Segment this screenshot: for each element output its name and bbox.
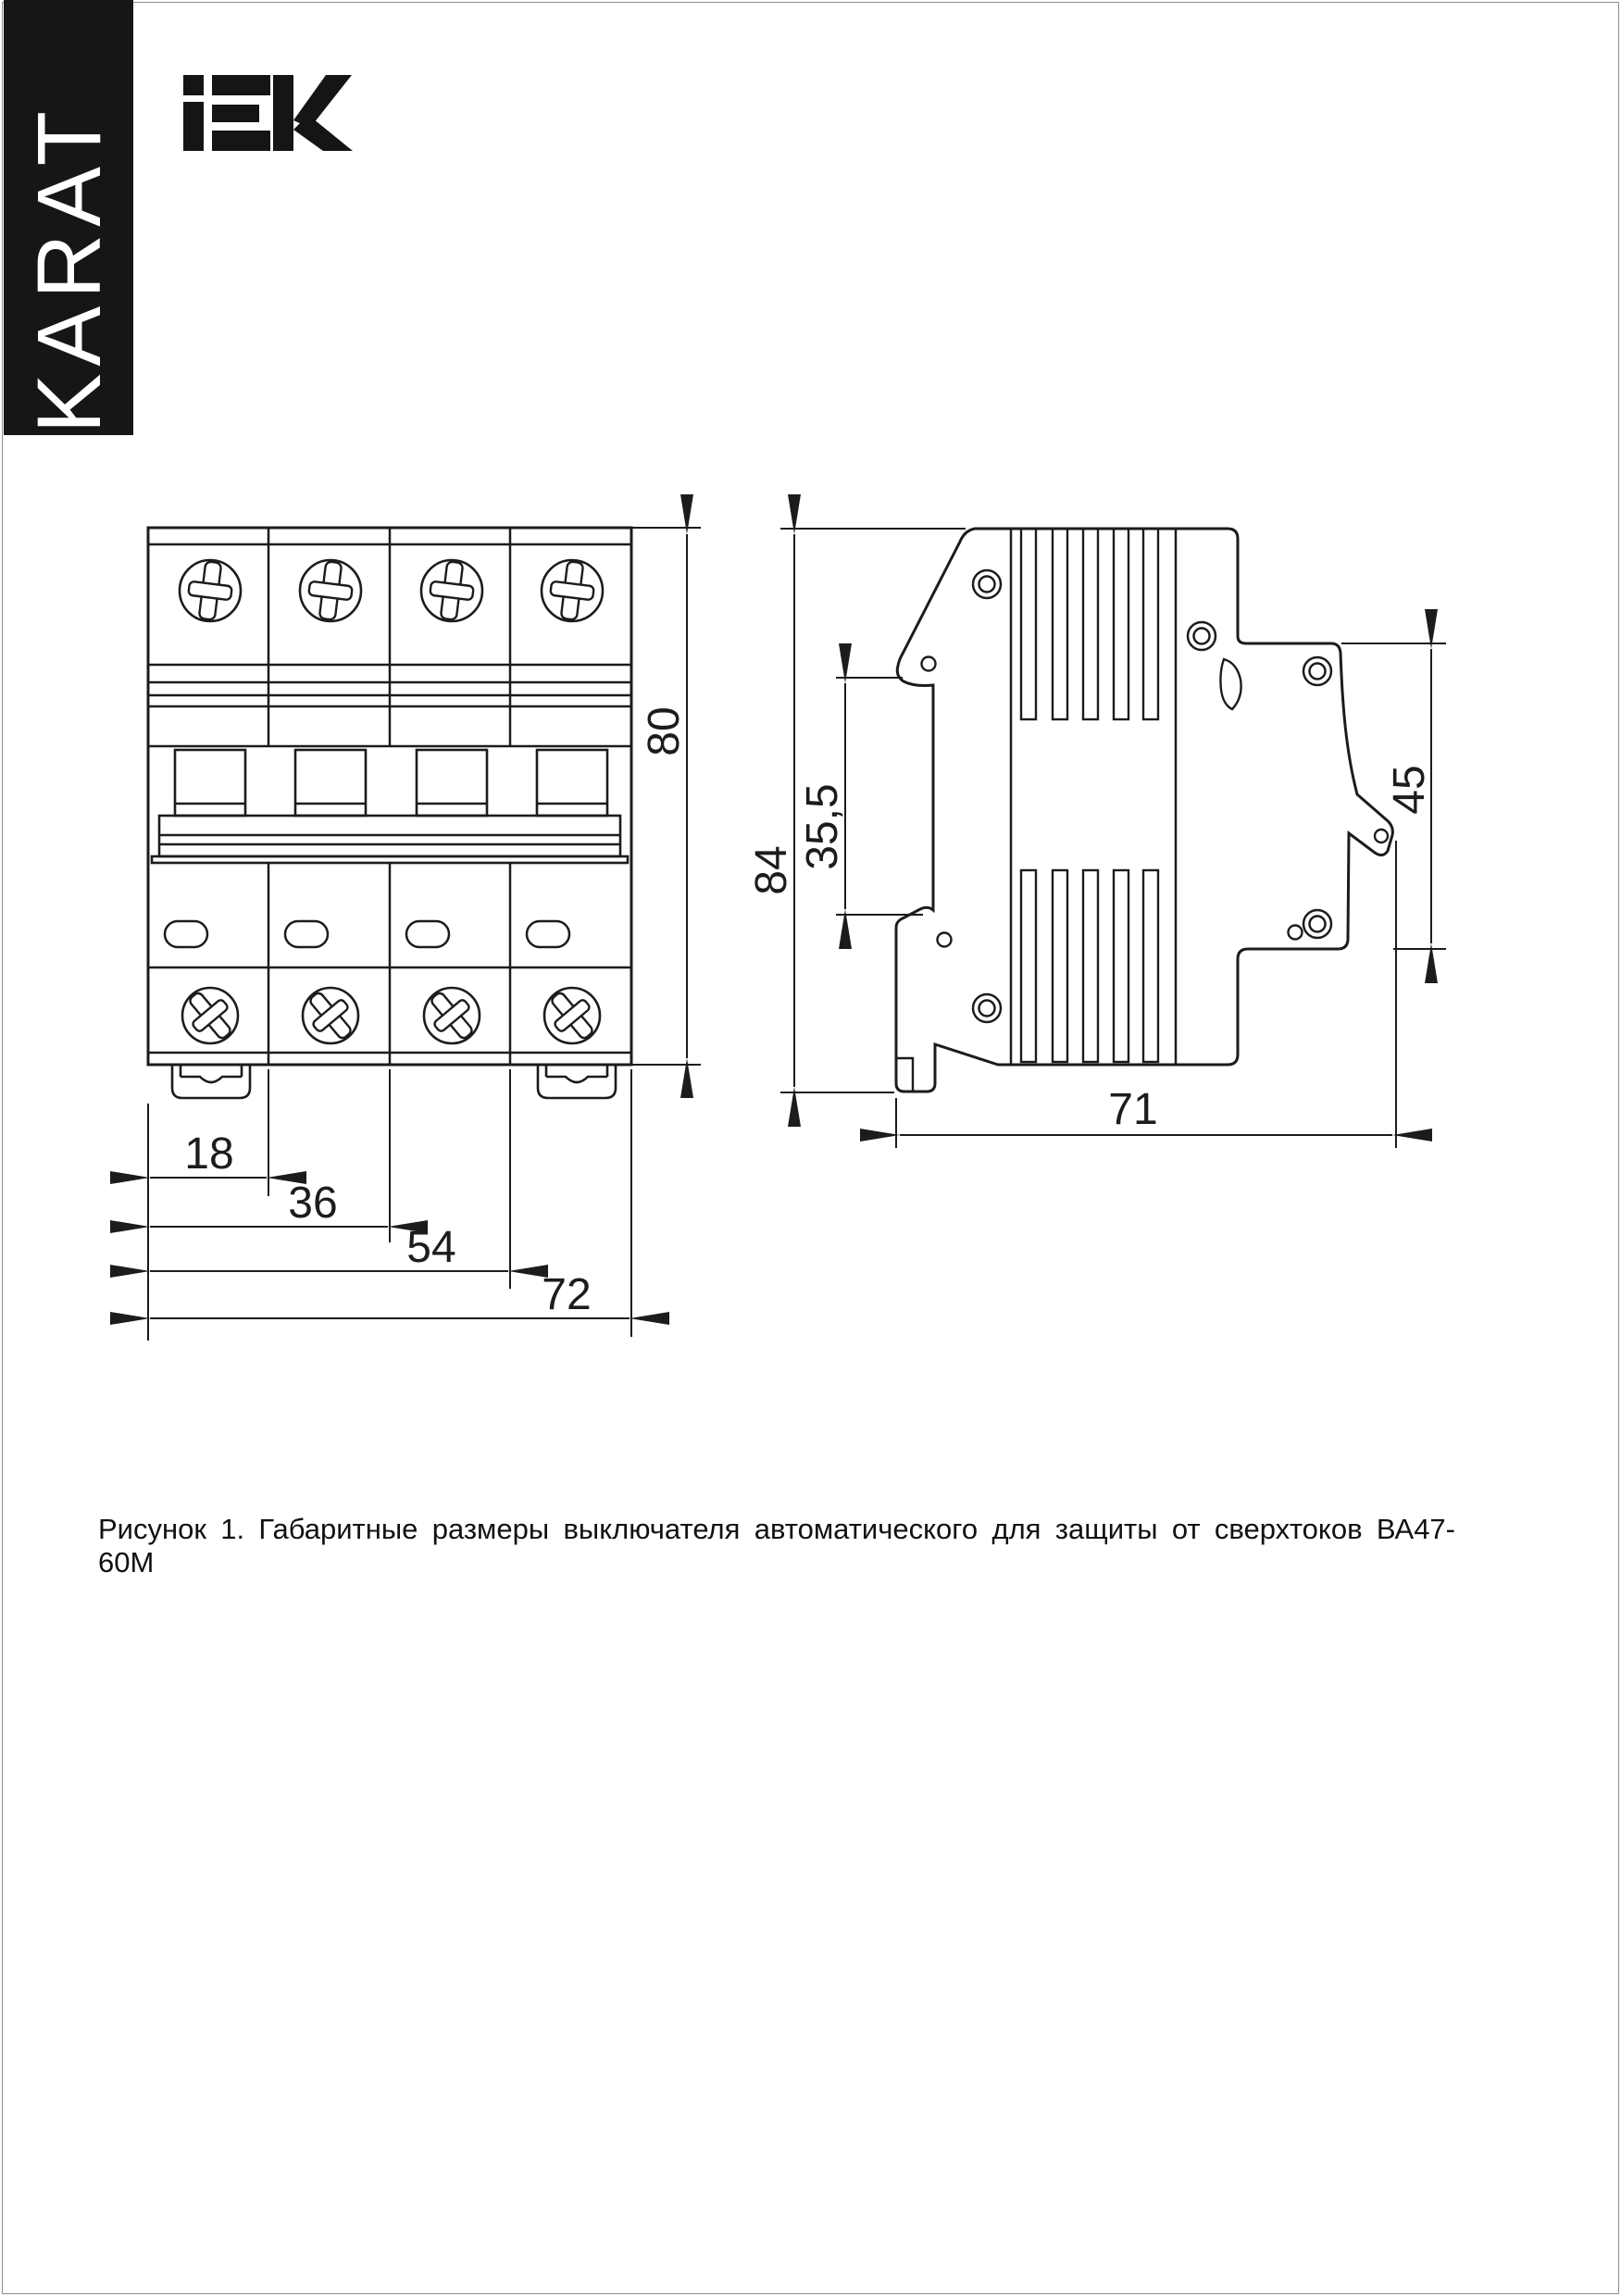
label-window bbox=[165, 921, 569, 947]
front-view bbox=[148, 528, 631, 1098]
curved-slot bbox=[1220, 659, 1241, 709]
latch-hole bbox=[1375, 830, 1388, 842]
front-view-dimensions bbox=[148, 528, 701, 1341]
vent-slots-top bbox=[1021, 529, 1158, 719]
brand-banner-text: KARAT bbox=[18, 103, 119, 433]
iek-logo bbox=[183, 75, 353, 151]
vent-slots-bottom bbox=[1021, 870, 1158, 1062]
dim-45: 45 bbox=[1385, 765, 1434, 815]
dim-71: 71 bbox=[1108, 1085, 1158, 1134]
dim-35-5: 35,5 bbox=[798, 783, 847, 870]
din-clip bbox=[172, 1065, 616, 1098]
dim-36: 36 bbox=[288, 1179, 338, 1228]
rivet-icon bbox=[973, 570, 1331, 1022]
dim-18: 18 bbox=[184, 1129, 234, 1179]
dim-84: 84 bbox=[747, 845, 796, 895]
dim-80: 80 bbox=[640, 706, 689, 756]
terminal-screw-bottom-icon bbox=[179, 983, 604, 1048]
figure-caption: Рисунок 1. Габаритные размеры выключателя автоматического для защиты от сверхтоков ВА47-60М bbox=[98, 1513, 1455, 1578]
dim-72: 72 bbox=[542, 1270, 592, 1319]
toggle-handle bbox=[175, 750, 607, 816]
handle-tie-bar bbox=[152, 816, 628, 863]
side-view bbox=[896, 529, 1392, 1092]
pivot-hole-icon bbox=[922, 657, 1303, 947]
dim-54: 54 bbox=[406, 1223, 456, 1272]
terminal-screw-icon bbox=[180, 559, 603, 621]
